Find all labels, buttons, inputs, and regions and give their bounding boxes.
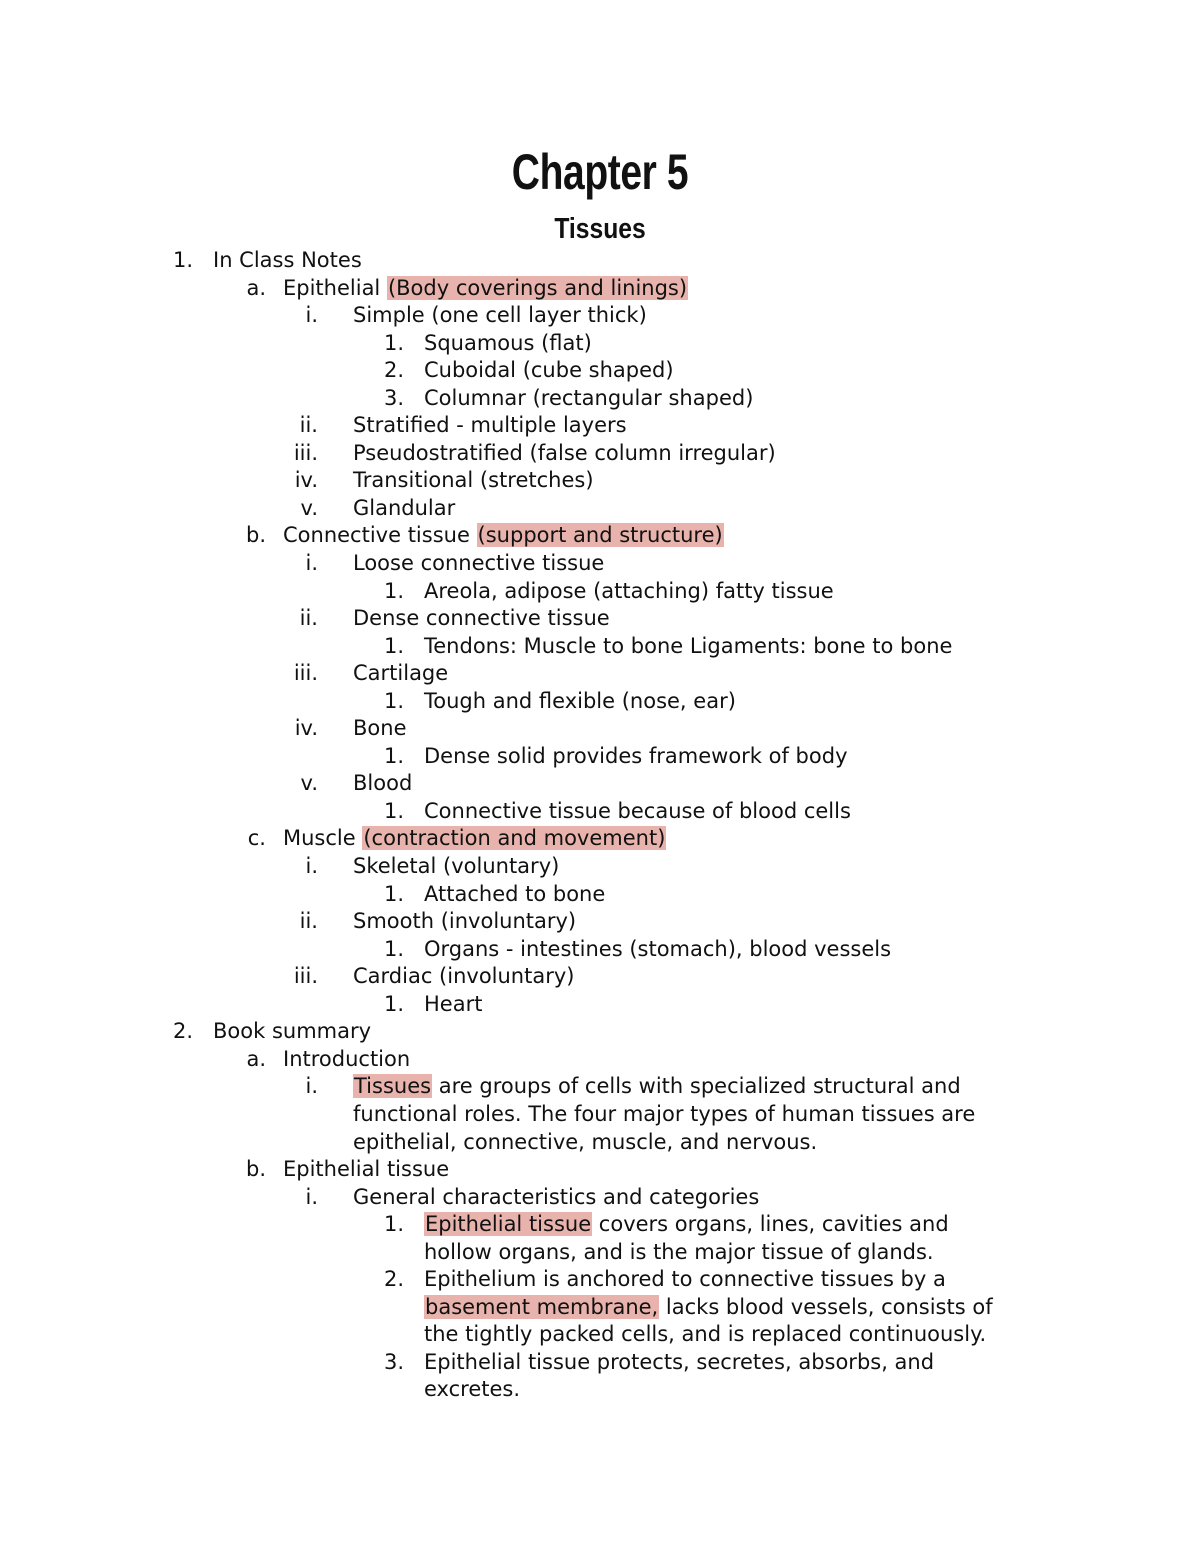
outline-text: [424, 633, 952, 661]
outline-text: [424, 1294, 993, 1322]
outline-item: [0, 330, 1200, 358]
outline-item: [0, 1129, 1200, 1157]
list-marker: b.: [245, 523, 266, 548]
text-segment: Squamous (flat): [424, 330, 592, 355]
outline-text: [283, 825, 666, 853]
list-marker: 2.: [383, 1267, 404, 1292]
outline-text: [283, 1156, 449, 1184]
text-segment: Loose connective tissue: [353, 551, 605, 576]
text-segment: Skeletal (voluntary): [353, 854, 560, 879]
text-segment: covers organs, lines, cavities and: [592, 1212, 949, 1237]
outline-item: [0, 1376, 1200, 1404]
list-marker: 1.: [383, 743, 404, 768]
text-segment: Simple (one cell layer thick): [353, 303, 647, 328]
outline-text: [353, 715, 406, 743]
outline-text: [353, 605, 610, 633]
outline-text: [353, 1101, 975, 1129]
list-marker: i.: [305, 551, 318, 576]
outline-list: [0, 247, 1200, 1404]
outline-item: [0, 1184, 1200, 1212]
text-segment: Smooth (involuntary): [353, 909, 577, 934]
list-marker: 1.: [383, 798, 404, 823]
page-subtitle: Tissues: [554, 213, 646, 245]
page-title: Chapter 5: [511, 144, 689, 200]
list-marker: i.: [305, 303, 318, 328]
outline-text: [353, 1073, 961, 1101]
list-marker: c.: [247, 826, 266, 851]
list-marker: v.: [300, 771, 318, 796]
text-segment: Blood: [353, 771, 413, 796]
list-marker: 2.: [383, 358, 404, 383]
outline-item: [0, 1156, 1200, 1184]
text-segment: Glandular: [353, 495, 456, 520]
outline-item: [0, 467, 1200, 495]
list-marker: i.: [305, 854, 318, 879]
outline-item: [0, 853, 1200, 881]
outline-text: [424, 385, 753, 413]
list-marker: a.: [246, 275, 266, 300]
outline-text: [353, 908, 576, 936]
text-segment: are groups of cells with specialized structural and: [432, 1074, 961, 1099]
list-marker: ii.: [299, 413, 318, 438]
text-segment: excretes.: [424, 1377, 521, 1402]
text-segment: the tightly packed cells, and is replaced continuously.: [424, 1322, 987, 1347]
highlighted-text: Tissues: [354, 1074, 432, 1099]
outline-text: [353, 467, 594, 495]
outline-text: [283, 1046, 410, 1074]
text-segment: Pseudostratified (false column irregular): [353, 440, 776, 465]
outline-text: [424, 881, 605, 909]
outline-item: [0, 357, 1200, 385]
list-marker: 1.: [383, 688, 404, 713]
outline-item: [0, 908, 1200, 936]
outline-text: [424, 1321, 986, 1349]
list-marker: 1.: [383, 578, 404, 603]
outline-text: [213, 247, 362, 275]
outline-item: [0, 1018, 1200, 1046]
outline-text: [424, 357, 674, 385]
text-segment: lacks blood vessels, consists of: [659, 1294, 993, 1319]
text-segment: Book summary: [213, 1019, 372, 1044]
outline-text: [283, 275, 688, 303]
outline-item: [0, 385, 1200, 413]
outline-text: [424, 688, 736, 716]
highlighted-text: (Body coverings and linings): [387, 275, 688, 300]
outline-item: [0, 881, 1200, 909]
text-segment: Dense connective tissue: [353, 606, 610, 631]
outline-item: [0, 633, 1200, 661]
outline-text: [424, 1266, 946, 1294]
outline-item: [0, 275, 1200, 303]
outline-text: [353, 1184, 759, 1212]
outline-text: [424, 1239, 934, 1267]
outline-text: [353, 495, 455, 523]
outline-item: [0, 1239, 1200, 1267]
list-marker: 1.: [383, 330, 404, 355]
outline-text: [424, 330, 592, 358]
outline-text: [353, 302, 647, 330]
outline-text: [424, 578, 834, 606]
outline-text: [353, 853, 559, 881]
outline-item: [0, 495, 1200, 523]
outline-item: [0, 1349, 1200, 1377]
outline-text: [424, 936, 891, 964]
text-segment: Organs - intestines (stomach), blood vessels: [424, 936, 892, 961]
outline-item: [0, 963, 1200, 991]
outline-text: [424, 991, 482, 1019]
text-segment: Areola, adipose (attaching) fatty tissue: [424, 578, 834, 603]
outline-text: [283, 522, 724, 550]
outline-item: [0, 798, 1200, 826]
list-marker: ii.: [299, 909, 318, 934]
outline-text: [353, 963, 574, 991]
outline-item: [0, 578, 1200, 606]
text-segment: Epithelial tissue: [283, 1157, 450, 1182]
text-segment: Tough and flexible (nose, ear): [424, 688, 736, 713]
outline-text: [424, 743, 848, 771]
outline-item: [0, 688, 1200, 716]
outline-item: [0, 1266, 1200, 1294]
outline-item: [0, 1073, 1200, 1101]
list-marker: iii.: [293, 964, 318, 989]
text-segment: Transitional (stretches): [353, 468, 594, 493]
outline-text: [424, 798, 851, 826]
text-segment: Muscle: [283, 826, 363, 851]
outline-item: [0, 660, 1200, 688]
list-marker: ii.: [299, 606, 318, 631]
text-segment: Stratified - multiple layers: [353, 413, 627, 438]
outline-text: [353, 550, 604, 578]
outline-text: [424, 1349, 934, 1377]
list-marker: v.: [300, 495, 318, 520]
text-segment: Tendons: Muscle to bone Ligaments: bone to bone: [424, 633, 953, 658]
outline-text: [353, 412, 627, 440]
highlighted-text: (support and structure): [477, 523, 723, 548]
highlighted-text: Epithelial tissue: [425, 1212, 592, 1237]
outline-item: [0, 247, 1200, 275]
text-segment: In Class Notes: [213, 248, 362, 272]
list-marker: i.: [305, 1184, 318, 1209]
list-marker: 1.: [383, 936, 404, 961]
list-marker: b.: [245, 1157, 266, 1182]
list-marker: 3.: [383, 385, 404, 410]
outline-item: [0, 440, 1200, 468]
text-segment: Bone: [353, 716, 407, 741]
outline-text: [353, 770, 412, 798]
text-segment: Connective tissue: [283, 523, 477, 548]
text-segment: Epithelium is anchored to connective tissues by a: [424, 1267, 946, 1292]
text-segment: Dense solid provides framework of body: [424, 743, 848, 768]
highlighted-text: (contraction and movement): [363, 826, 666, 851]
outline-text: [424, 1211, 949, 1239]
text-segment: functional roles. The four major types of human tissues are: [353, 1101, 976, 1126]
list-marker: iv.: [294, 716, 318, 741]
list-marker: 1.: [383, 633, 404, 658]
list-marker: 1.: [383, 991, 404, 1016]
outline-item: [0, 412, 1200, 440]
outline-item: [0, 715, 1200, 743]
list-marker: iv.: [294, 468, 318, 493]
list-marker: iii.: [293, 661, 318, 686]
outline-text: [353, 440, 776, 468]
outline-item: [0, 522, 1200, 550]
list-marker: i.: [305, 1074, 318, 1099]
outline-text: [213, 1018, 371, 1046]
text-segment: hollow organs, and is the major tissue of glands.: [424, 1239, 934, 1264]
outline-text: [424, 1376, 520, 1404]
outline-item: [0, 743, 1200, 771]
list-marker: iii.: [293, 440, 318, 465]
text-segment: Attached to bone: [424, 881, 606, 906]
outline-item: [0, 605, 1200, 633]
list-marker: 1.: [383, 881, 404, 906]
text-segment: Epithelial: [283, 275, 387, 300]
outline-text: [353, 660, 448, 688]
text-segment: Columnar (rectangular shaped): [424, 385, 754, 410]
outline-item: [0, 825, 1200, 853]
list-marker: 3.: [383, 1349, 404, 1374]
text-segment: Cardiac (involuntary): [353, 964, 575, 989]
text-segment: Epithelial tissue protects, secretes, absorbs, and: [424, 1349, 935, 1374]
list-marker: 1.: [172, 248, 193, 272]
outline-item: [0, 1321, 1200, 1349]
text-segment: Cuboidal (cube shaped): [424, 358, 674, 383]
list-marker: 1.: [383, 1212, 404, 1237]
text-segment: epithelial, connective, muscle, and nervous.: [353, 1129, 818, 1154]
outline-item: [0, 1046, 1200, 1074]
text-segment: Introduction: [283, 1046, 411, 1071]
outline-item: [0, 991, 1200, 1019]
text-segment: Connective tissue because of blood cells: [424, 798, 851, 823]
outline-item: [0, 770, 1200, 798]
outline-item: [0, 936, 1200, 964]
outline-item: [0, 1101, 1200, 1129]
outline-item: [0, 302, 1200, 330]
outline-item: [0, 550, 1200, 578]
outline-item: [0, 1294, 1200, 1322]
text-segment: General characteristics and categories: [353, 1184, 760, 1209]
highlighted-text: basement membrane,: [425, 1294, 659, 1319]
text-segment: Cartilage: [353, 661, 449, 686]
text-segment: Heart: [424, 991, 483, 1016]
outline-text: [353, 1129, 817, 1157]
list-marker: 2.: [172, 1019, 193, 1044]
outline-item: [0, 1211, 1200, 1239]
list-marker: a.: [246, 1046, 266, 1071]
